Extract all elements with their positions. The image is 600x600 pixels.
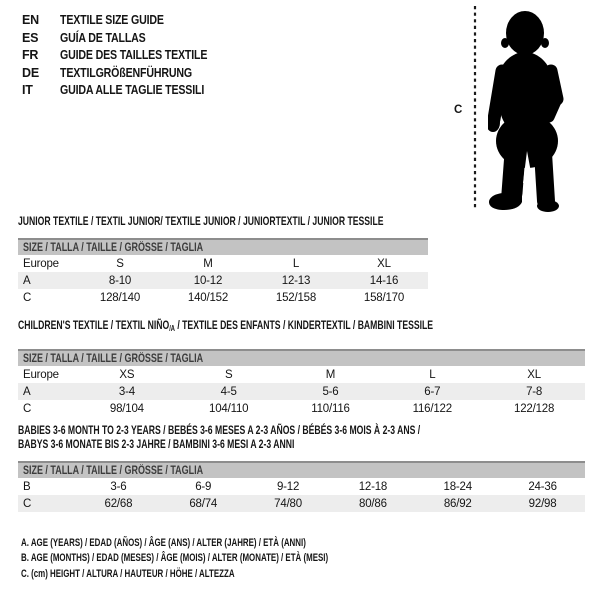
size-cell: 128/140 [99,291,141,304]
children-size-header-band [18,349,585,366]
size-cell: 86/92 [415,495,500,512]
row-label-cell: B [23,480,31,493]
junior-size-header-label: SIZE / TALLA / TAILLE / GRÖSSE / TAGLIA [23,241,204,254]
babies-size-header-band [18,461,585,478]
size-cell: 152/158 [275,291,317,304]
size-cell: 62/68 [76,495,161,512]
height-measure-figure [450,4,590,216]
babies-section-title-line1: BABIES 3-6 MONTH TO 2-3 YEARS / BEBÉS 3-6 MESES A 2-3 AÑOS / BÉBÉS 3-6 MOIS À 2-3 ANS / [18,423,421,437]
size-cell: XL [527,368,541,381]
babies-size-table [18,478,585,512]
table-row [18,495,585,512]
table-row [18,400,585,417]
size-cell: M [203,257,213,270]
size-cell: XL [377,257,391,270]
size-cell: 104/110 [209,402,249,415]
size-cell: 122/128 [514,402,555,415]
size-cell: 140/152 [187,291,229,304]
size-cell: 3-6 [110,480,127,493]
size-cell: 74/80 [246,495,331,512]
size-cell: 4-5 [178,383,280,400]
row-label-cell: C [23,291,32,304]
size-cell: 14-16 [340,272,428,289]
size-cell: 158/170 [363,291,405,304]
measure-label-c: C [454,104,463,116]
size-cell: 8-10 [76,272,164,289]
language-code: ES [22,30,39,45]
size-cell: 7-8 [483,383,585,400]
size-cell: L [429,368,436,381]
language-row-en [22,12,233,30]
size-cell: 116/122 [412,402,452,415]
size-cell: 3-4 [76,383,178,400]
row-label-cell: C [18,495,76,512]
size-cell: S [224,368,233,381]
children-title-subscript: /A [169,324,175,333]
junior-section-title: JUNIOR TEXTILE / TEXTIL JUNIOR/ TEXTILE JUNIOR / JUNIORTEXTIL / JUNIOR TESSILE [18,214,384,228]
footnote-legend [21,536,448,582]
size-cell: 68/74 [161,495,246,512]
language-list [22,12,233,100]
language-code: DE [22,65,39,80]
children-title-text: / TEXTILE DES ENFANTS / KINDERTEXTIL / BAMBINI TESSILE [174,318,434,332]
size-cell: 80/86 [330,495,415,512]
table-row [18,289,428,306]
size-cell: 18-24 [443,480,472,493]
table-row [18,383,585,400]
size-cell: 110/116 [311,402,350,415]
footnote-c: C. (cm) HEIGHT / ALTURA / HAUTEUR / HÖHE / ALTEZZA [21,567,235,580]
size-cell: S [116,257,124,270]
babies-size-header-label: SIZE / TALLA / TAILLE / GRÖSSE / TAGLIA [23,464,204,477]
row-label-cell: A [18,383,76,400]
size-cell: L [292,257,300,270]
row-label-cell: A [18,272,76,289]
size-cell: M [325,368,336,381]
size-cell: 9-12 [276,480,300,493]
table-row [18,255,428,272]
language-label: GUIDE DES TAILLES TEXTILE [60,48,208,62]
language-code: EN [22,13,39,27]
child-silhouette-icon [488,5,578,213]
language-code: IT [22,83,33,97]
size-cell: 24-36 [528,480,557,493]
size-cell: 98/104 [109,402,144,415]
row-label-cell: Europe [23,368,59,381]
footnote-b: B. AGE (MONTHS) / EDAD (MESES) / ÂGE (MOIS) / ALTER (MONATE) / ETÀ (MESI) [21,552,329,565]
babies-section-title-line2: BABYS 3-6 MONATE BIS 2-3 JAHRE / BAMBINI 3-6 MESI A 2-3 ANNI [18,437,295,451]
children-title-text: CHILDREN'S TEXTILE / TEXTIL NIÑO [18,318,170,332]
row-label-cell: C [23,402,32,415]
size-cell: 6-9 [195,480,212,493]
children-size-header-label: SIZE / TALLA / TAILLE / GRÖSSE / TAGLIA [23,352,204,365]
language-label: TEXTILE SIZE GUIDE [60,13,164,27]
language-label: GUÍA DE TALLAS [60,30,146,45]
language-row-fr [22,47,233,65]
language-label: GUIDA ALLE TAGLIE TESSILI [60,83,205,97]
measure-dotted-line-icon [473,6,477,209]
section-babies-textile [18,423,585,512]
junior-size-header-band [18,238,428,255]
size-cell: 10-12 [164,272,252,289]
table-row [18,478,585,495]
size-cell: XS [119,368,135,381]
size-cell: 5-6 [280,383,382,400]
row-label-cell: Europe [23,257,59,270]
table-row [18,366,585,383]
size-cell: 92/98 [500,495,585,512]
section-children-textile [18,318,585,417]
junior-size-table [18,255,428,306]
language-row-de [22,65,233,83]
table-row [18,272,428,289]
children-size-table [18,366,585,417]
footnote-a: A. AGE (YEARS) / EDAD (AÑOS) / ÂGE (ANS) / ALTER (JAHRE) / ETÀ (ANNI) [21,537,306,549]
language-row-it [22,82,233,100]
language-row-es [22,30,233,48]
size-cell: 12-13 [252,272,340,289]
section-junior-textile [18,214,428,306]
size-cell: 12-18 [358,480,388,493]
size-cell: 6-7 [381,383,483,400]
children-section-title [18,318,434,336]
language-code: FR [22,48,39,62]
language-label: TEXTILGRÖßENFÜHRUNG [60,65,192,80]
